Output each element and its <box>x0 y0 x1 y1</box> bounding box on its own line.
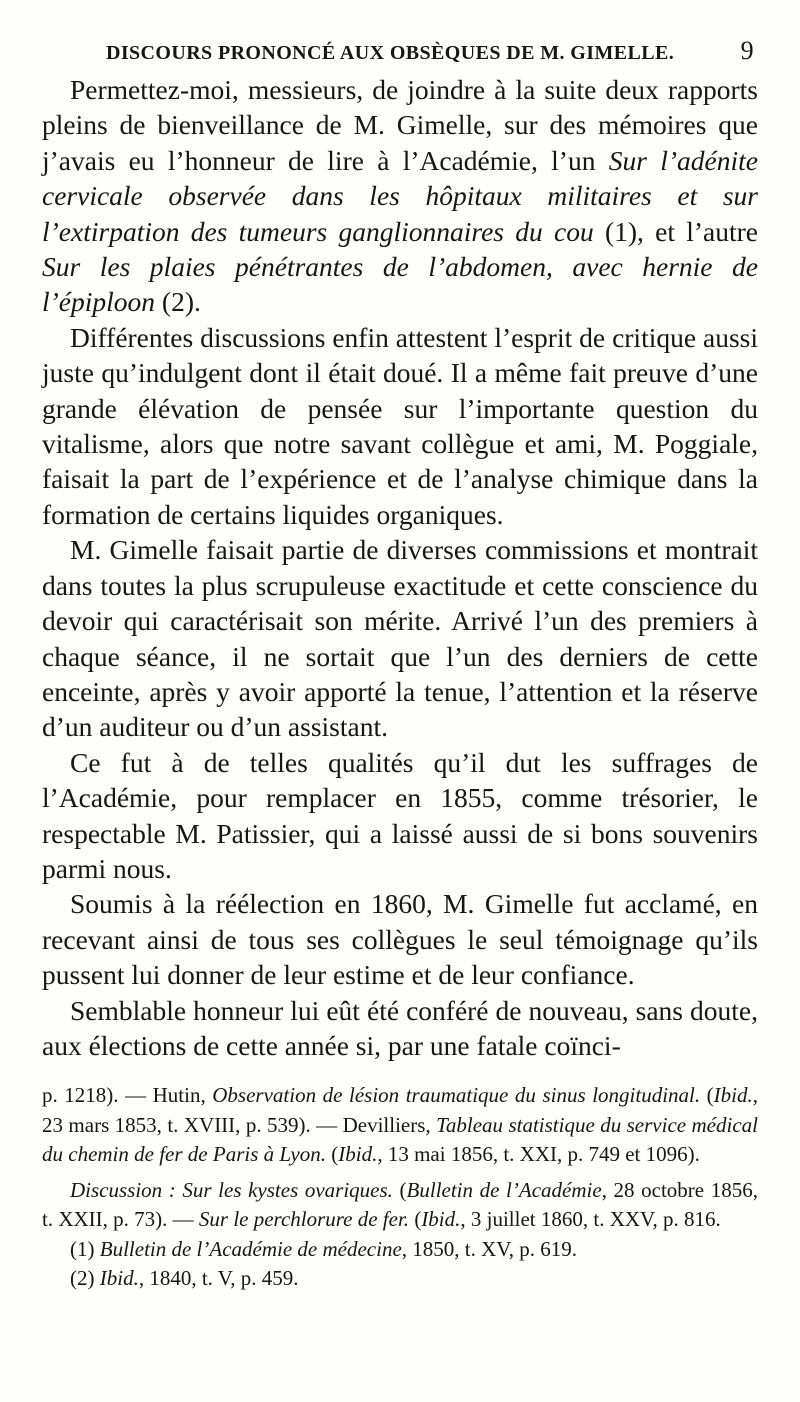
paragraph-1-text: (1), et l’autre <box>593 215 758 247</box>
memoir-title-2: Sur les plaies pénétrantes de l’abdomen, avec hernie de l’épiploon <box>42 251 758 318</box>
paragraph-3: M. Gimelle faisait partie de diverses commissions et montrait dans toutes la plus scrupuleuse exactitude et cette conscience du devoir qui caractérisait son mérite. Arrivé l’un des premiers à chaque séance, il ne sortait que l’un des derniers de cette enceinte, après y avoir apporté la tenue, l’attention et la réserve d’un auditeur ou d’un assistant. <box>42 534 758 743</box>
paragraph-6: Semblable honneur lui eût été conféré de nouveau, sans doute, aux élections de cette année si, par une fatale coïnci- <box>42 994 758 1061</box>
note-title: Bulletin de l’Académie <box>406 1177 602 1202</box>
note-title: Observation de lésion traumatique du sinus longitudinal. <box>212 1083 701 1108</box>
note-title: Bulletin de l’Académie de médecine <box>99 1236 402 1261</box>
paragraph-1-text: Permettez-moi, messieurs, de joindre à la suite deux rapports pleins de bienveillance de M. Gimelle, sur des mémoires que j’avais eu l’honneur de lire à l’Académie, l’un <box>42 74 758 176</box>
note-text: , 28 octobre 1856, t. XXII, p. 73). — <box>42 1177 758 1232</box>
note-text: ( <box>392 1177 407 1202</box>
paragraph-5: Soumis à la réélection en 1860, M. Gimelle fut acclamé, en recevant ainsi de tous ses collègues le seul témoignage qu’ils pussent lui donner de leur estime et de leur confiance. <box>42 888 758 991</box>
footnote-discussion <box>42 1176 758 1235</box>
paragraph-1-text: (2). <box>155 286 201 318</box>
note-title: Tableau statistique du service médical du chemin de fer de Paris à Lyon. <box>42 1112 758 1167</box>
main-text <box>42 72 758 1063</box>
footnote-mark: (2) <box>70 1266 100 1291</box>
footnote-gap <box>42 1063 758 1081</box>
note-ibid: Ibid. <box>99 1266 139 1291</box>
footnotes <box>42 1081 758 1294</box>
note-text: p. 1218). — Hutin, <box>42 1083 213 1108</box>
running-title: DISCOURS PRONONCÉ AUX OBSÈQUES DE M. GIMELLE. <box>106 42 675 64</box>
note-title: Sur le perchlorure de fer. <box>198 1207 410 1232</box>
note-ibid: Ibid. <box>713 1083 753 1108</box>
note-text: ( <box>326 1142 339 1167</box>
paragraph-2: Différentes discussions enfin attestent l’esprit de critique aussi juste qu’indulgent dont il était doué. Il a même fait preuve d’une grande élévation de pensée sur l’importante question du vitalisme, alors que notre savant collègue et ami, M. Poggiale, faisait la part de l’expérience et de l’analyse chimique dans la formation de certains liquides organiques. <box>42 321 758 530</box>
footnote-1 <box>42 1235 758 1265</box>
running-header <box>106 36 758 66</box>
footnote-2 <box>42 1264 758 1294</box>
note-text: , 3 juillet 1860, t. XXV, p. 816. <box>460 1207 721 1232</box>
footnote-mark: (1) <box>70 1236 100 1261</box>
note-text: , 1850, t. XV, p. 619. <box>401 1236 577 1261</box>
note-title: Discussion : Sur les kystes ovariques. <box>70 1177 393 1202</box>
paragraph-4: Ce fut à de telles qualités qu’il dut les suffrages de l’Académie, pour remplacer en 1855, comme trésorier, le respectable M. Patissier, qui a laissé aussi de si bons souvenirs parmi nous. <box>42 746 758 884</box>
footnote-continuation <box>42 1081 758 1170</box>
note-ibid: Ibid. <box>421 1207 461 1232</box>
note-ibid: Ibid. <box>338 1142 378 1167</box>
note-text: , 23 mars 1853, t. XVIII, p. 539). — Devilliers, <box>42 1083 758 1137</box>
note-text: , 1840, t. V, p. 459. <box>138 1266 299 1291</box>
note-text: ( <box>409 1207 422 1232</box>
note-text: ( <box>700 1083 714 1108</box>
note-text: , 13 mai 1856, t. XXI, p. 749 et 1096). <box>377 1142 700 1167</box>
memoir-title-1: Sur l’adénite cervicale observée dans les hôpitaux militaires et sur l’extirpation des tumeurs ganglionnaires du cou <box>42 144 758 247</box>
paragraph-1 <box>42 72 758 320</box>
page-number: 9 <box>740 36 754 65</box>
